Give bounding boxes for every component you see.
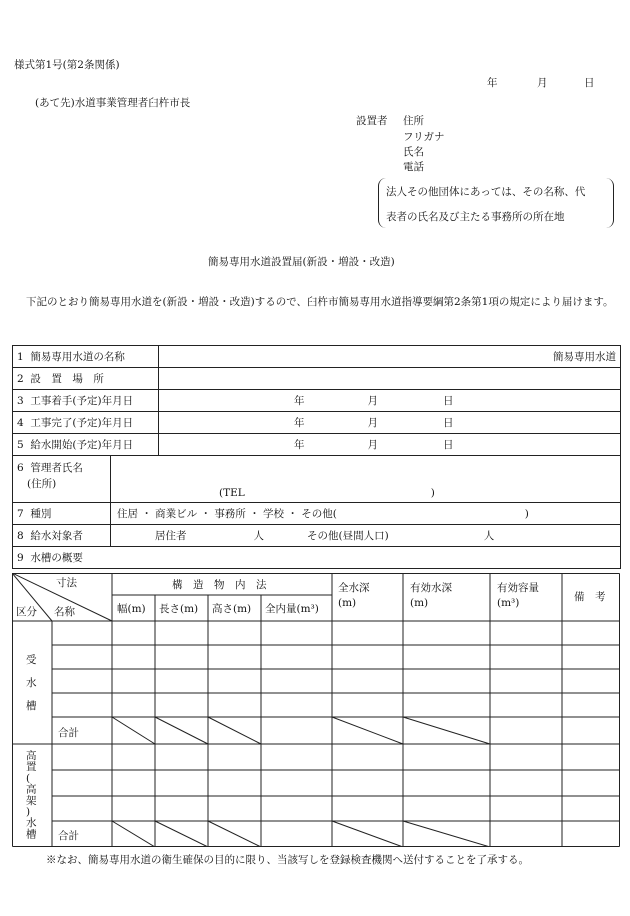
addressee: (あて先)水道事業管理者臼杵市長: [35, 97, 191, 109]
col-effective-depth: 有効水深: [410, 582, 452, 594]
year-label: 年: [294, 439, 305, 451]
col-depth-unit: (m): [338, 597, 357, 609]
recipients-field[interactable]: [111, 525, 621, 547]
total-diagonal: [155, 821, 208, 847]
total-diagonal: [403, 821, 490, 847]
receiving-tank-char: 水: [26, 677, 37, 689]
start-date-field[interactable]: [159, 390, 621, 412]
row-recipients: [13, 525, 621, 547]
row-number: 9: [17, 552, 24, 564]
col-effective-depth-unit: (m): [410, 597, 429, 609]
elevated-total-label: 合計: [58, 830, 79, 842]
installer-address-label: 住所: [403, 115, 424, 127]
elevated-tank-char: 高: [26, 783, 37, 796]
col-effective-capacity-unit: (m³): [497, 597, 520, 609]
installer-name-label: 氏名: [403, 146, 424, 158]
elevated-tank-char: 水: [26, 817, 37, 830]
structure-header: 構 造 物 内 法: [172, 579, 267, 591]
total-diagonal: [208, 717, 261, 744]
elevated-tank-char: 高: [26, 750, 37, 762]
day-label: 日: [443, 395, 454, 407]
footnote: ※なお、簡易専用水道の衛生確保の目的に限り、当該写しを登録検査機関へ送付することを了承する。: [46, 854, 529, 866]
col-height: 高さ(m): [212, 603, 252, 615]
row-complete-date: [13, 412, 621, 434]
row-location: [13, 368, 621, 390]
row-label: 工事着手(予定)年月日: [30, 395, 134, 407]
receiving-tank-char: 槽: [26, 700, 37, 712]
elevated-tank-char: 架: [26, 794, 37, 807]
receiving-tank-char: 受: [26, 654, 37, 666]
form-number: 様式第1号(第2条関係): [14, 59, 120, 71]
residents-label: 居住者: [155, 530, 187, 542]
col-depth: 全水深: [338, 582, 370, 594]
total-diagonal: [403, 717, 490, 744]
row-type: [13, 503, 621, 525]
elevated-tank-char: ): [26, 806, 31, 818]
row-number: 2: [17, 373, 24, 385]
month-label: 月: [367, 439, 378, 451]
total-diagonal: [112, 717, 155, 744]
col-effective-capacity: 有効容量: [497, 582, 539, 594]
type-choices: 住居 ・ 商業ビル ・ 事務所 ・ 学校 ・ その他(: [117, 508, 337, 520]
year-label: 年: [294, 417, 305, 429]
location-field[interactable]: [159, 368, 621, 390]
person-unit: 人: [253, 530, 264, 542]
document-title: 簡易専用水道設置届(新設・増設・改造): [208, 256, 395, 268]
row-name: [13, 346, 621, 368]
manager-label: 管理者氏名: [30, 462, 83, 474]
row-label: 水槽の概要: [30, 552, 83, 564]
row-label: 設 置 場 所: [30, 373, 104, 385]
tel-open: (TEL: [219, 487, 245, 499]
date-day: 日: [584, 77, 595, 89]
name-value: 簡易専用水道: [159, 346, 621, 368]
manager-field[interactable]: [111, 456, 621, 503]
total-diagonal: [155, 717, 208, 744]
person-unit-2: 人: [483, 530, 495, 542]
row-number: 3: [17, 395, 24, 407]
col-length: 長さ(m): [159, 603, 199, 615]
day-label: 日: [443, 417, 454, 429]
row-label: 簡易専用水道の名称: [30, 351, 125, 363]
col-width: 幅(m): [117, 603, 146, 615]
info-table: [12, 345, 621, 569]
day-label: 日: [443, 439, 454, 451]
supply-date-field[interactable]: [159, 434, 621, 456]
receiving-total-label: 合計: [58, 727, 79, 739]
row-number: 5: [17, 439, 24, 451]
corporate-note-line1: 法人その他団体にあっては、その名称、代: [386, 186, 586, 198]
year-label: 年: [294, 395, 305, 407]
corporate-note-line2: 表者の氏名及び主たる事務所の所在地: [386, 211, 565, 223]
complete-date-field[interactable]: [159, 412, 621, 434]
installer-label: 設置者: [356, 115, 388, 127]
total-diagonal: [112, 821, 155, 847]
row-label: 工事完了(予定)年月日: [30, 417, 134, 429]
month-label: 月: [367, 395, 378, 407]
row-number: 7: [17, 508, 24, 520]
other-label: その他(昼間人口): [307, 530, 389, 542]
row-manager: [13, 456, 621, 503]
total-diagonal: [332, 717, 403, 744]
row-number: 8: [17, 530, 24, 542]
corner-name-label: 名称: [54, 606, 75, 618]
row-label: 種別: [30, 508, 52, 520]
month-label: 月: [367, 417, 378, 429]
elevated-tank-char: 槽: [26, 828, 37, 841]
row-tank-summary: [13, 547, 621, 569]
row-label: 給水開始(予定)年月日: [30, 439, 134, 451]
row-number: 6: [17, 462, 24, 474]
body-paragraph: 下記のとおり簡易専用水道を(新設・増設・改造)するので、臼杵市簡易専用水道指導要綱第2条第1項の規定により届けます。: [26, 296, 614, 308]
corner-category-label: 区分: [16, 606, 37, 618]
tank-table: [12, 573, 620, 847]
col-remarks: 備 考: [574, 591, 606, 603]
row-number: 4: [17, 417, 24, 429]
row-supply-date: [13, 434, 621, 456]
elevated-tank-char: (: [26, 772, 31, 785]
corner-dimension-label: 寸法: [56, 577, 77, 589]
installer-phone-label: 電話: [403, 161, 424, 173]
installer-furigana-label: フリガナ: [403, 131, 445, 143]
type-options[interactable]: [111, 503, 621, 525]
manager-address-label: (住所): [27, 478, 57, 490]
total-diagonal: [332, 821, 403, 847]
type-close: ): [524, 508, 529, 520]
date-year: 年: [487, 77, 498, 89]
elevated-tank-char: 置: [26, 761, 37, 774]
tel-close: ): [430, 487, 435, 499]
total-diagonal: [208, 821, 261, 847]
col-volume: 全内量(m³): [265, 603, 319, 615]
row-start-date: [13, 390, 621, 412]
row-number: 1: [17, 351, 24, 363]
date-month: 月: [537, 77, 548, 89]
row-label: 給水対象者: [30, 530, 83, 542]
